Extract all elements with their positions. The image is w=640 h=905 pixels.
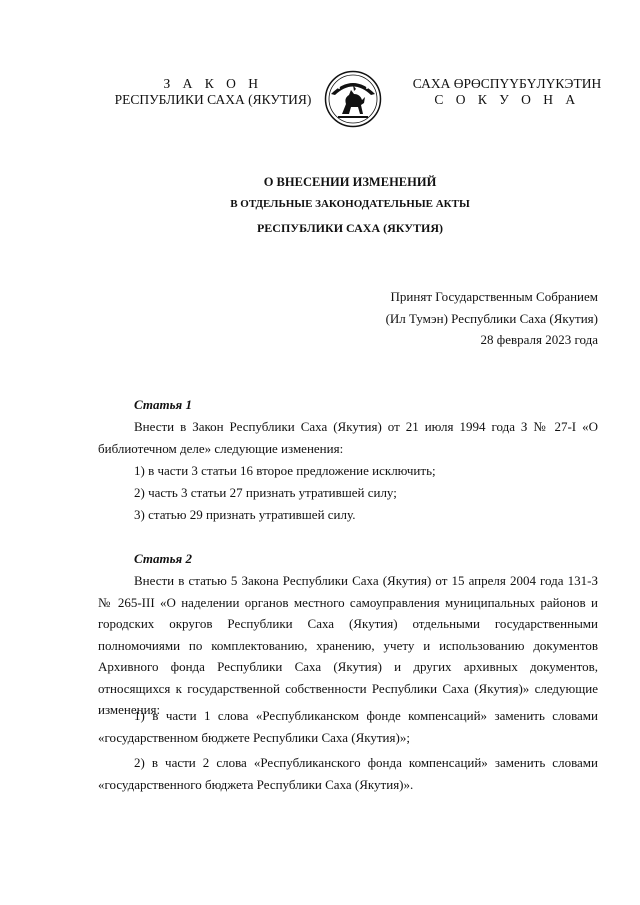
republic-name-sakha: САХА ӨРӨСПҮҮБҮЛҮКЭТИН — [412, 76, 602, 91]
article-1-item-1: 1) в части 3 статьи 16 второе предложение исключить; — [134, 463, 436, 478]
article-2-item-1: 1) в части 1 слова «Республиканском фонде компенсаций» заменить словами «государственном бюджете Республики Саха (Якутия)»; — [98, 708, 598, 745]
article-2-intro: Внести в статью 5 Закона Республики Саха (Якутия) от 15 апреля 2004 года 131-З № 265-III «О наделении органов местного самоуправления муниципальных районов и городских округов Республики Саха (Якутия) отдельными государственными полномочиями по комплектованию, хранению, учету и использованию документов Архивного фонда Республики Саха (Якутия) и других архивных документов, относящихся к государственной собственности Республики Саха (Якутия)» следующие изменения: — [98, 573, 598, 717]
article-1-item-3: 3) статью 29 признать утратившей силу. — [134, 507, 356, 522]
article-2-item-2: 2) в части 2 слова «Республиканского фонда компенсаций» заменить словами «государственного бюджета Республики Саха (Якутия)». — [98, 755, 598, 792]
law-label-ru: З А К О Н — [163, 76, 263, 91]
article-2-heading: Статья 2 — [134, 551, 192, 566]
article-1-item-2: 2) часть 3 статьи 27 признать утратившей силу; — [134, 485, 397, 500]
republic-name-ru: РЕСПУБЛИКИ САХА (ЯКУТИЯ) — [114, 92, 312, 107]
header-left — [102, 76, 324, 108]
law-title-line2: В ОТДЕЛЬНЫЕ ЗАКОНОДАТЕЛЬНЫЕ АКТЫ — [230, 198, 470, 210]
adoption-info — [386, 286, 598, 351]
law-label-sakha: С О К У О Н А — [434, 92, 580, 107]
adoption-date: 28 февраля 2023 года — [480, 332, 598, 347]
coat-of-arms-emblem-icon — [324, 70, 382, 128]
header-right — [396, 76, 618, 108]
adoption-line2: (Ил Тумэн) Республики Саха (Якутия) — [385, 310, 598, 326]
adoption-line1: Принят Государственным Собранием — [390, 289, 598, 304]
article-1-heading: Статья 1 — [134, 397, 192, 412]
law-title-line1: О ВНЕСЕНИИ ИЗМЕНЕНИЙ — [263, 175, 437, 189]
article-1-intro: Внести в Закон Республики Саха (Якутия) от 21 июля 1994 года З № 27-I «О библиотечном деле» следующие изменения: — [98, 419, 598, 456]
law-title-line3: РЕСПУБЛИКИ САХА (ЯКУТИЯ) — [256, 221, 444, 235]
